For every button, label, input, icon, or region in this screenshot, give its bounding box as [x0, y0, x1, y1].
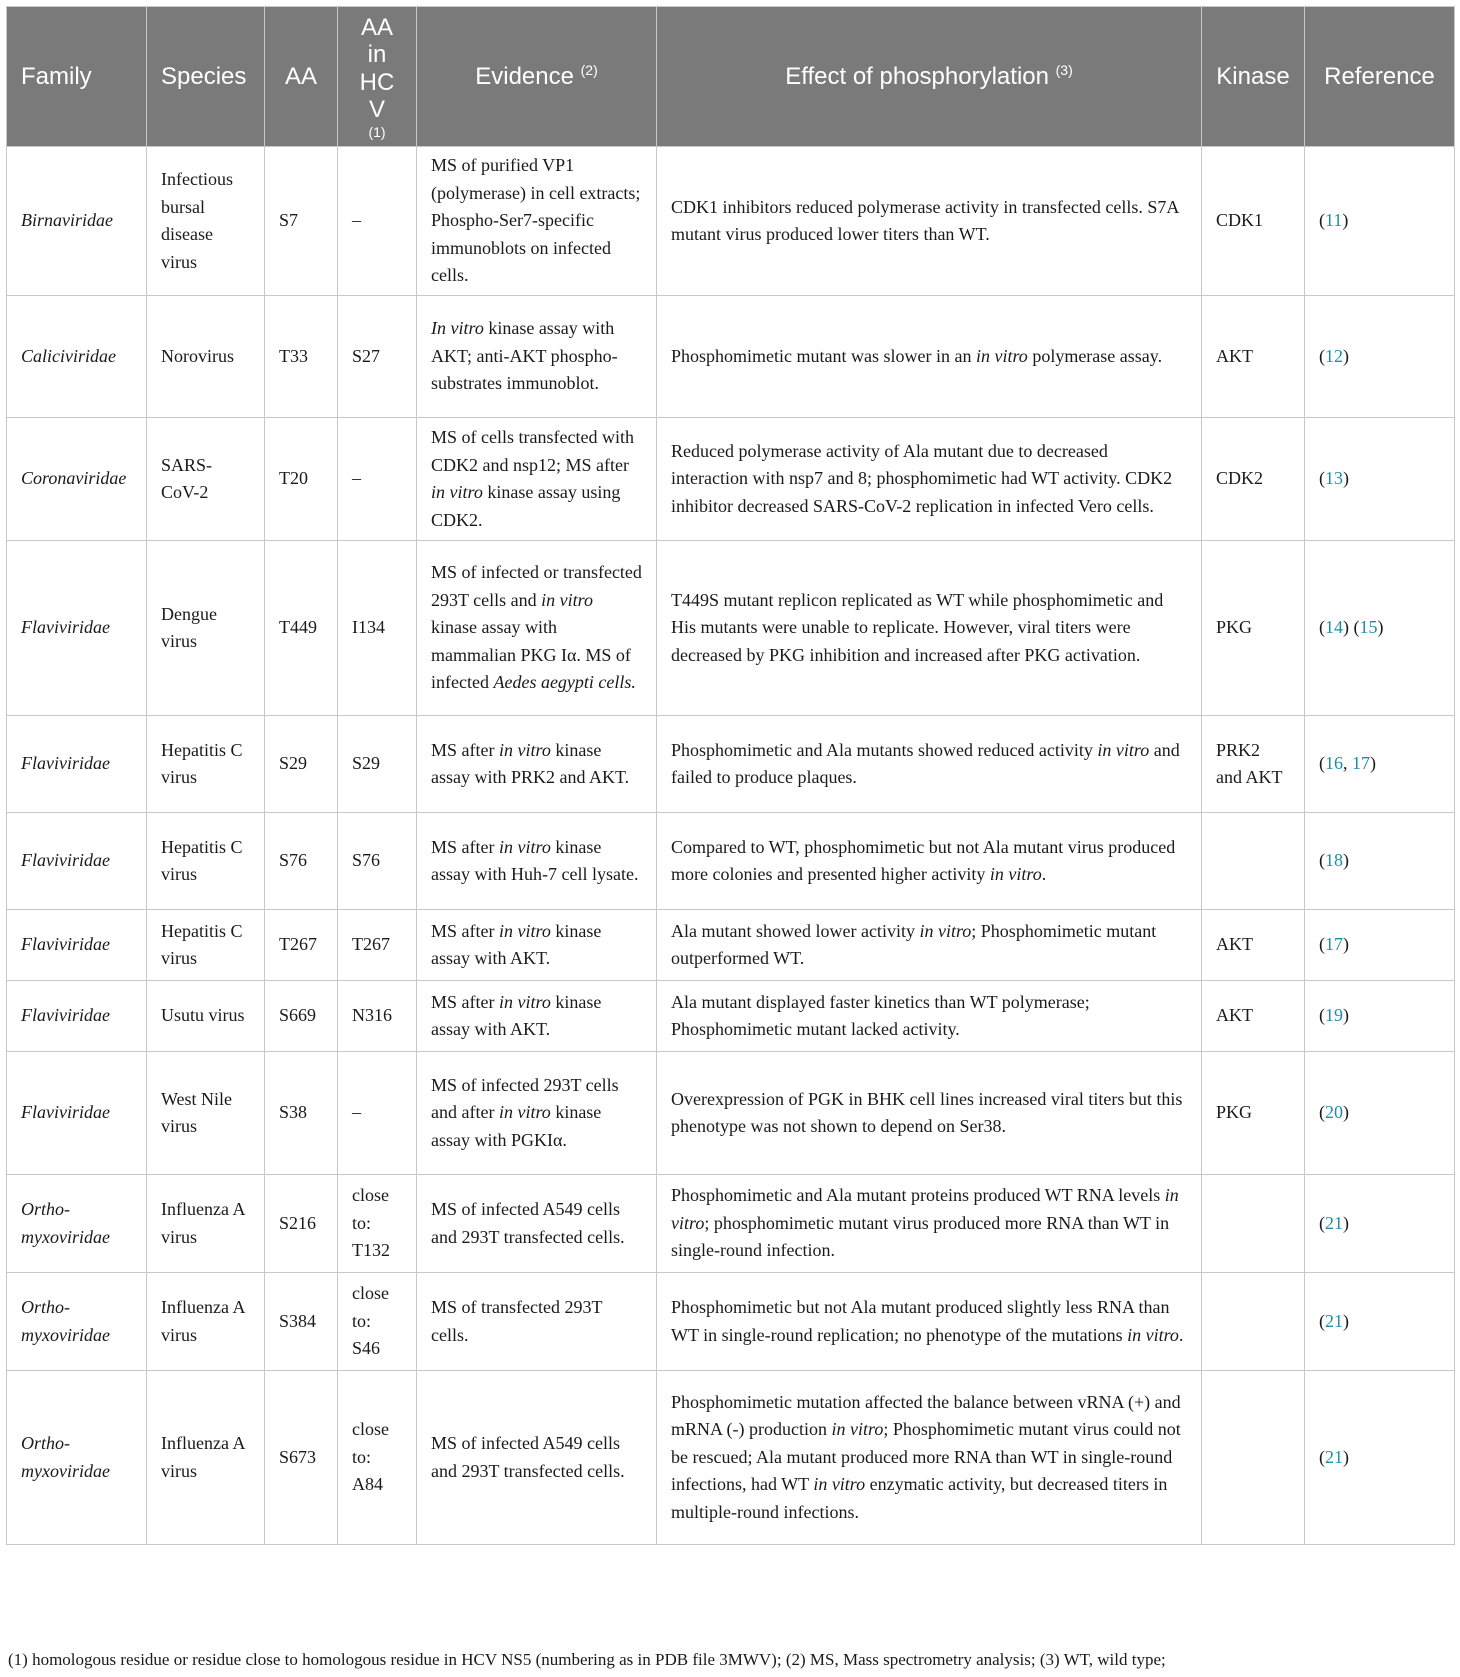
- table-footnote: (1) homologous residue or residue close to homologous residue in HCV NS5 (numbering as in PDB file 3MWV); (2) MS, Mass spectrometry analysis; (3) WT, wild type;: [8, 1650, 1166, 1669]
- text-segment: .: [1178, 1324, 1184, 1345]
- reference-cell: (18): [1305, 813, 1455, 910]
- table-header-row: [7, 7, 1455, 147]
- text-segment: polymerase assay.: [1027, 345, 1163, 366]
- kinase-cell: AKT: [1202, 296, 1305, 418]
- reference-cell: (21): [1305, 1175, 1455, 1273]
- header-effect-label: Effect of phosphorylation: [785, 62, 1049, 90]
- text-segment: Compared to WT, phosphomimetic but not Ala mutant virus produced more colonies and presented higher activity: [671, 836, 1176, 884]
- evidence-cell: [417, 418, 657, 541]
- aa-hcv-cell: close to: A84: [338, 1371, 417, 1545]
- aa-hcv-cell: S76: [338, 813, 417, 910]
- header-effect-note: (3): [1055, 61, 1073, 78]
- reference-cell: (12): [1305, 296, 1455, 418]
- table-row: [7, 418, 1455, 541]
- table-row: [7, 813, 1455, 910]
- header-effect: [657, 7, 1202, 147]
- text-segment: Phosphomimetic mutation affected the balance between vRNA (+) and mRNA (-) production: [671, 1391, 1181, 1440]
- effect-cell: [657, 147, 1202, 296]
- evidence-cell: [417, 541, 657, 716]
- header-evidence-label: Evidence: [475, 62, 574, 90]
- text-segment: MS of infected A549 cells and 293T transfected cells.: [431, 1433, 625, 1481]
- reference-link[interactable]: 18: [1325, 850, 1343, 871]
- reference-cell: (20): [1305, 1052, 1455, 1175]
- table-row: [7, 1175, 1455, 1273]
- family-cell: Flaviviridae: [7, 1052, 147, 1175]
- family-cell: Flaviviridae: [7, 716, 147, 813]
- table-row: [7, 910, 1455, 981]
- species-cell: Usutu virus: [147, 981, 265, 1052]
- text-segment: .: [1041, 864, 1047, 884]
- text-segment: ; phosphomimetic mutant virus produced more RNA than WT in single-round infection.: [671, 1212, 1170, 1261]
- header-aa-hcv-line2: in: [367, 41, 387, 68]
- effect-cell: [657, 813, 1202, 910]
- text-segment: Ala mutant displayed faster kinetics than WT polymerase; Phosphomimetic mutant lacked activity.: [671, 991, 1090, 1039]
- evidence-cell: [417, 147, 657, 296]
- aa-hcv-cell: T267: [338, 910, 417, 981]
- reference-cell: (11): [1305, 147, 1455, 296]
- reference-link[interactable]: 15: [1359, 617, 1378, 638]
- evidence-cell: [417, 296, 657, 418]
- kinase-cell: [1202, 1175, 1305, 1273]
- reference-cell: (17): [1305, 910, 1455, 981]
- reference-link[interactable]: 21: [1325, 1212, 1343, 1233]
- text-segment: Ala mutant showed lower activity: [671, 920, 920, 941]
- aa-cell: T20: [265, 418, 338, 541]
- aa-cell: S38: [265, 1052, 338, 1175]
- text-segment: MS after: [431, 991, 499, 1012]
- text-segment: Phosphomimetic but not Ala mutant produced slightly less RNA than WT in single-round replication; no phenotype of the mutations: [671, 1297, 1170, 1345]
- family-cell: Ortho-myxoviridae: [7, 1175, 147, 1273]
- kinase-cell: PKG: [1202, 1052, 1305, 1175]
- italic-text: in vitro: [813, 1474, 866, 1495]
- text-segment: kinase assay using CDK2.: [431, 482, 621, 530]
- kinase-cell: CDK1: [1202, 147, 1305, 296]
- text-segment: ; Phosphomimetic mutant virus could not be rescued; Ala mutant produced more RNA than WT in single-round infections, had WT: [671, 1419, 1181, 1495]
- italic-text: in vitro: [498, 739, 551, 760]
- kinase-cell: PRK2 and AKT: [1202, 716, 1305, 813]
- text-segment: enzymatic activity, but decreased titers in multiple-round infections.: [671, 1474, 1168, 1522]
- effect-cell: [657, 910, 1202, 981]
- table-row: [7, 541, 1455, 716]
- reference-cell: (14) (15): [1305, 541, 1455, 716]
- reference-link[interactable]: 21: [1325, 1446, 1343, 1467]
- aa-cell: S29: [265, 716, 338, 813]
- text-segment: MS after: [431, 836, 499, 857]
- effect-cell: [657, 1175, 1202, 1273]
- species-cell: Influenza A virus: [147, 1175, 265, 1273]
- text-segment: Phosphomimetic and Ala mutant proteins produced WT RNA levels: [671, 1185, 1165, 1206]
- effect-cell: [657, 1371, 1202, 1545]
- italic-text: in vitro: [431, 482, 483, 502]
- table-row: [7, 1052, 1455, 1175]
- evidence-cell: [417, 981, 657, 1052]
- species-cell: Infectious bursal disease virus: [147, 147, 265, 296]
- effect-cell: [657, 296, 1202, 418]
- family-cell: Ortho-myxoviridae: [7, 1273, 147, 1371]
- text-segment: kinase assay with PRK2 and AKT.: [431, 739, 630, 787]
- header-aa-hcv-note: (1): [368, 123, 386, 140]
- reference-cell: (13): [1305, 418, 1455, 541]
- italic-text: in vitro: [498, 1102, 551, 1123]
- reference-link[interactable]: 20: [1325, 1102, 1343, 1123]
- italic-text: in vitro: [975, 345, 1028, 366]
- effect-cell: [657, 418, 1202, 541]
- italic-text: in vitro: [671, 1185, 1179, 1233]
- species-cell: Norovirus: [147, 296, 265, 418]
- family-cell: Birnaviridae: [7, 147, 147, 296]
- evidence-cell: [417, 1175, 657, 1273]
- text-segment: MS of cells transfected with CDK2 and nsp12; MS after: [431, 427, 634, 475]
- text-segment: T449S mutant replicon replicated as WT while phosphomimetic and His mutants were unable to replicate. However, viral titers were decreased by PKG inhibition and increased after PKG activation.: [671, 589, 1164, 665]
- aa-cell: S216: [265, 1175, 338, 1273]
- italic-text: in vitro: [498, 920, 551, 941]
- reference-link[interactable]: 17: [1325, 934, 1343, 955]
- text-segment: MS of infected or transfected 293T cells and: [431, 562, 642, 610]
- text-segment: and failed to produce plaques.: [671, 739, 1180, 787]
- reference-cell: (19): [1305, 981, 1455, 1052]
- aa-hcv-cell: I134: [338, 541, 417, 716]
- species-cell: West Nile virus: [147, 1052, 265, 1175]
- species-cell: Hepatitis C virus: [147, 716, 265, 813]
- header-family: Family: [7, 7, 147, 147]
- table-row: [7, 716, 1455, 813]
- kinase-cell: AKT: [1202, 981, 1305, 1052]
- table-row: [7, 296, 1455, 418]
- text-segment: MS after: [431, 739, 499, 760]
- text-segment: MS of transfected 293T cells.: [431, 1297, 603, 1345]
- text-segment: Reduced polymerase activity of Ala mutant due to decreased interaction with nsp7 and 8; phosphomimetic had WT activity. CDK2 inhibitor decreased SARS-CoV-2 replication in infected Vero cells.: [671, 440, 1173, 516]
- text-segment: Overexpression of PGK in BHK cell lines increased viral titers but this phenotype was not shown to depend on Ser38.: [671, 1088, 1183, 1136]
- header-evidence-note: (2): [580, 61, 598, 78]
- aa-cell: T33: [265, 296, 338, 418]
- aa-hcv-cell: S29: [338, 716, 417, 813]
- italic-text: in vitro: [989, 864, 1042, 884]
- italic-text: in vitro: [541, 589, 593, 610]
- evidence-cell: [417, 1371, 657, 1545]
- text-segment: MS of infected 293T cells and after: [431, 1074, 619, 1123]
- reference-link[interactable]: 16: [1325, 753, 1343, 774]
- aa-hcv-cell: N316: [338, 981, 417, 1052]
- family-cell: Coronaviridae: [7, 418, 147, 541]
- aa-cell: T267: [265, 910, 338, 981]
- italic-text: in vitro: [498, 836, 551, 857]
- table-row: [7, 981, 1455, 1052]
- text-segment: kinase assay with AKT; anti-AKT phospho-substrates immunoblot.: [431, 318, 618, 394]
- species-cell: Dengue virus: [147, 541, 265, 716]
- table-body: [7, 147, 1455, 1545]
- italic-text: Aedes aegypti cells.: [493, 672, 636, 693]
- species-cell: Hepatitis C virus: [147, 813, 265, 910]
- reference-link[interactable]: 19: [1325, 1005, 1343, 1026]
- header-aa-hcv: [338, 7, 417, 147]
- header-reference: Reference: [1305, 7, 1455, 147]
- italic-text: in vitro: [1097, 739, 1150, 760]
- aa-cell: S384: [265, 1273, 338, 1371]
- header-aa-hcv-line1: AA: [360, 13, 393, 41]
- aa-hcv-cell: –: [338, 418, 417, 541]
- reference-link[interactable]: 13: [1325, 468, 1343, 489]
- reference-cell: (21): [1305, 1273, 1455, 1371]
- aa-hcv-cell: S27: [338, 296, 417, 418]
- italic-text: in vitro: [1127, 1324, 1179, 1345]
- evidence-cell: [417, 1052, 657, 1175]
- text-segment: kinase assay with AKT.: [431, 920, 602, 968]
- phosphorylation-table: [6, 6, 1455, 1545]
- species-cell: Influenza A virus: [147, 1371, 265, 1545]
- aa-hcv-cell: close to: T132: [338, 1175, 417, 1273]
- evidence-cell: [417, 1273, 657, 1371]
- aa-hcv-cell: close to: S46: [338, 1273, 417, 1371]
- effect-cell: [657, 1273, 1202, 1371]
- text-segment: MS of purified VP1 (polymerase) in cell extracts; Phospho-Ser7-specific immunoblots on infected cells.: [431, 155, 641, 286]
- kinase-cell: PKG: [1202, 541, 1305, 716]
- italic-text: in vitro: [831, 1419, 884, 1440]
- effect-cell: [657, 1052, 1202, 1175]
- header-aa: AA: [265, 7, 338, 147]
- aa-cell: S7: [265, 147, 338, 296]
- header-aa-hcv-line3: HCV: [359, 68, 395, 123]
- italic-text: in vitro: [498, 991, 551, 1012]
- evidence-cell: [417, 910, 657, 981]
- kinase-cell: [1202, 1273, 1305, 1371]
- reference-link[interactable]: 14: [1325, 617, 1343, 638]
- reference-cell: (16, 17): [1305, 716, 1455, 813]
- kinase-cell: AKT: [1202, 910, 1305, 981]
- aa-cell: S669: [265, 981, 338, 1052]
- text-segment: ; Phosphomimetic mutant outperformed WT.: [671, 920, 1157, 968]
- header-kinase: Kinase: [1202, 7, 1305, 147]
- effect-cell: [657, 541, 1202, 716]
- species-cell: Hepatitis C virus: [147, 910, 265, 981]
- kinase-cell: CDK2: [1202, 418, 1305, 541]
- aa-cell: T449: [265, 541, 338, 716]
- family-cell: Flaviviridae: [7, 910, 147, 981]
- reference-link[interactable]: 17: [1352, 753, 1370, 774]
- text-segment: Phosphomimetic and Ala mutants showed reduced activity: [671, 739, 1098, 760]
- reference-link[interactable]: 21: [1325, 1310, 1343, 1331]
- evidence-cell: [417, 813, 657, 910]
- aa-cell: S673: [265, 1371, 338, 1545]
- table-row: [7, 1273, 1455, 1371]
- table-row: [7, 1371, 1455, 1545]
- text-segment: MS of infected A549 cells and 293T transfected cells.: [431, 1199, 625, 1247]
- italic-text: In vitro: [431, 318, 484, 339]
- table-row: [7, 147, 1455, 296]
- kinase-cell: [1202, 813, 1305, 910]
- evidence-cell: [417, 716, 657, 813]
- family-cell: Ortho-myxoviridae: [7, 1371, 147, 1545]
- header-species: Species: [147, 7, 265, 147]
- text-segment: MS after: [431, 920, 499, 941]
- header-evidence: [417, 7, 657, 147]
- effect-cell: [657, 981, 1202, 1052]
- text-segment: Phosphomimetic mutant was slower in an: [671, 345, 976, 366]
- species-cell: Influenza A virus: [147, 1273, 265, 1371]
- family-cell: Flaviviridae: [7, 813, 147, 910]
- reference-cell: (21): [1305, 1371, 1455, 1545]
- aa-hcv-cell: –: [338, 147, 417, 296]
- italic-text: in vitro: [919, 920, 972, 941]
- text-segment: kinase assay with PGKIα.: [431, 1102, 602, 1150]
- kinase-cell: [1202, 1371, 1305, 1545]
- aa-cell: S76: [265, 813, 338, 910]
- reference-link[interactable]: 11: [1325, 210, 1343, 231]
- family-cell: Flaviviridae: [7, 981, 147, 1052]
- reference-link[interactable]: 12: [1325, 345, 1343, 366]
- aa-hcv-cell: –: [338, 1052, 417, 1175]
- species-cell: SARS-CoV-2: [147, 418, 265, 541]
- family-cell: Caliciviridae: [7, 296, 147, 418]
- text-segment: CDK1 inhibitors reduced polymerase activity in transfected cells. S7A mutant virus produced lower titers than WT.: [671, 196, 1179, 244]
- effect-cell: [657, 716, 1202, 813]
- text-segment: kinase assay with AKT.: [431, 991, 602, 1039]
- text-segment: kinase assay with mammalian PKG Iα. MS of infected: [431, 617, 631, 693]
- text-segment: kinase assay with Huh-7 cell lysate.: [431, 836, 639, 884]
- family-cell: Flaviviridae: [7, 541, 147, 716]
